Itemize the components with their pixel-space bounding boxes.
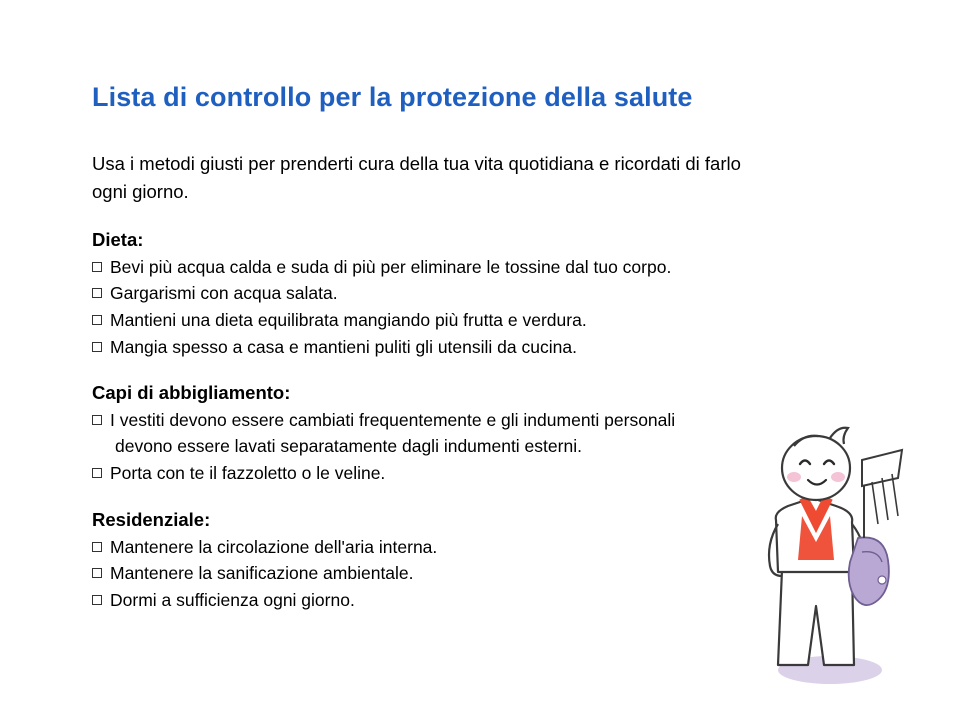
checklist-item[interactable] [92, 335, 832, 361]
checklist-item-label: Dormi a sufficienza ogni giorno. [110, 590, 355, 611]
section-heading: Capi di abbigliamento: [92, 382, 291, 404]
checkbox-icon[interactable] [92, 595, 102, 605]
checkbox-icon[interactable] [92, 288, 102, 298]
checklist-item-label: Porta con te il fazzoletto o le veline. [110, 462, 386, 483]
checkbox-icon[interactable] [92, 262, 102, 272]
checklist-item[interactable] [92, 308, 832, 334]
checkbox-icon[interactable] [92, 342, 102, 352]
section-heading: Dieta: [92, 228, 144, 250]
intro-paragraph: Usa i metodi giusti per prenderti cura della tua vita quotidiana e ricordati di farlo ogni giorno. [92, 153, 741, 203]
checkbox-icon[interactable] [92, 468, 102, 478]
checklist-item-line1: I vestiti devono essere cambiati frequentemente e gli indumenti personali [110, 410, 676, 431]
checklist-item-label: Mantenere la sanificazione ambientale. [110, 563, 414, 584]
child-with-backpack-illustration [712, 420, 942, 690]
checklist-item-line2: devono essere lavati separatamente dagli indumenti esterni. [115, 436, 582, 457]
section-dieta [92, 229, 832, 361]
checklist-item-label: Mantenere la circolazione dell'aria interna. [110, 536, 438, 557]
checklist-item-label: Mantieni una dieta equilibrata mangiando più frutta e verdura. [110, 310, 587, 331]
page-title: Lista di controllo per la protezione della salute [92, 82, 693, 112]
checklist-item-label: Mangia spesso a casa e mantieni puliti gli utensili da cucina. [110, 336, 577, 357]
checkbox-icon[interactable] [92, 568, 102, 578]
checkbox-icon[interactable] [92, 542, 102, 552]
checklist-item[interactable] [92, 281, 832, 307]
checklist-item-label: Bevi più acqua calda e suda di più per eliminare le tossine dal tuo corpo. [110, 256, 672, 277]
checklist-item-label [110, 408, 810, 459]
checklist-item[interactable] [92, 255, 832, 281]
checklist-item-label: Gargarismi con acqua salata. [110, 283, 338, 304]
checkbox-icon[interactable] [92, 415, 102, 425]
checkbox-icon[interactable] [92, 315, 102, 325]
section-heading: Residenziale: [92, 508, 211, 530]
